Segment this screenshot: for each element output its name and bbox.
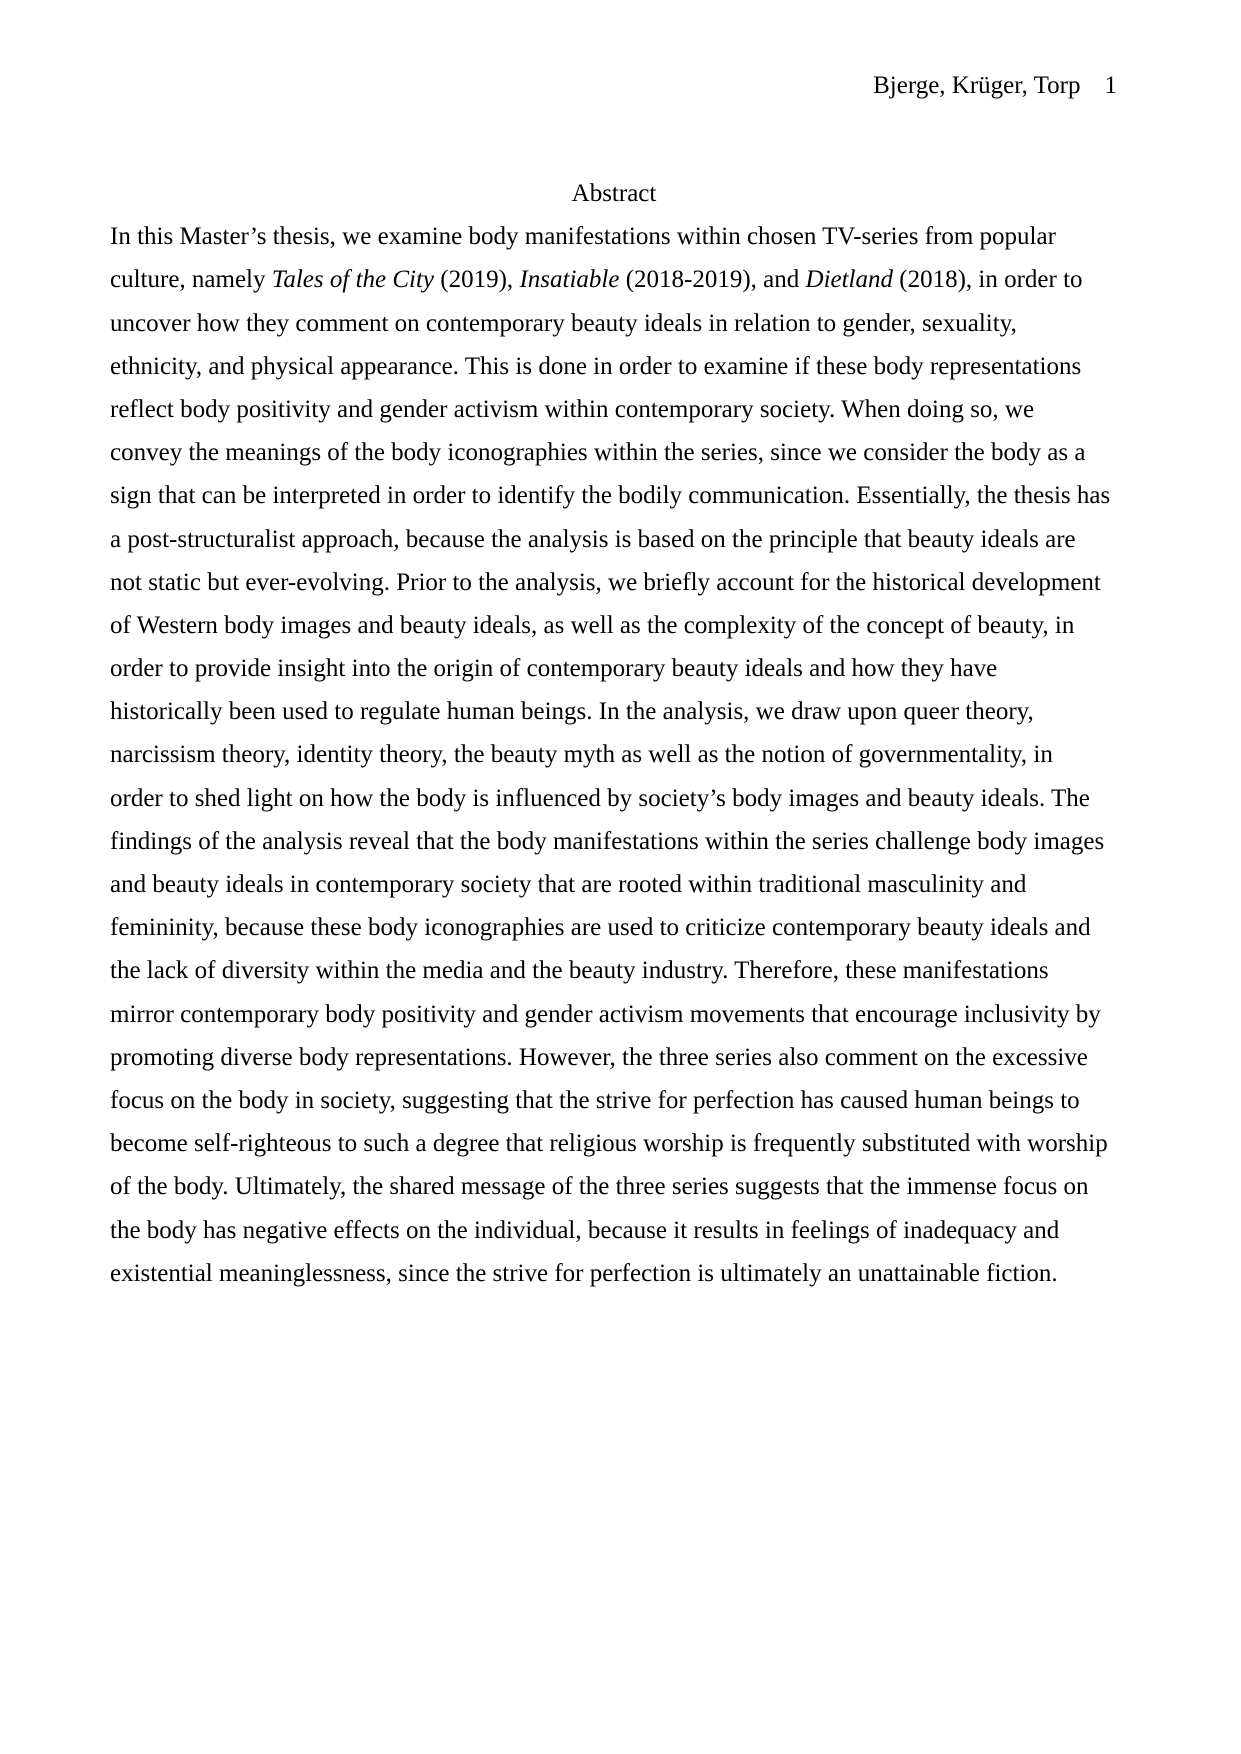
text-line: findings of the analysis reveal that the body manifestations within the series challenge body images	[110, 827, 1105, 855]
text-line: of Western body images and beauty ideals, as well as the complexity of the concept of beauty, in	[110, 611, 1075, 639]
text-line: not static but ever-evolving. Prior to the analysis, we briefly account for the historical development	[110, 568, 1101, 596]
running-header	[873, 71, 1117, 100]
text-line: In this Master’s thesis, we examine body manifestations within chosen TV-series from popular	[110, 223, 1056, 251]
header-authors: Bjerge, Krüger, Torp	[873, 72, 1081, 99]
text-line: reflect body positivity and gender activism within contemporary society. When doing so, we	[110, 395, 1035, 423]
text-line: mirror contemporary body positivity and gender activism movements that encourage inclusivity by	[110, 1000, 1101, 1028]
text-line: convey the meanings of the body iconographies within the series, since we consider the body as a	[110, 439, 1086, 467]
text-line: become self-righteous to such a degree that religious worship is frequently substituted with worship	[110, 1130, 1108, 1158]
text-line: promoting diverse body representations. However, the three series also comment on the excessive	[110, 1043, 1088, 1071]
text-line: the body has negative effects on the individual, because it results in feelings of inadequacy and	[110, 1216, 1060, 1244]
text-line: uncover how they comment on contemporary beauty ideals in relation to gender, sexuality,	[110, 309, 1017, 337]
abstract-title: Abstract	[571, 180, 657, 207]
text-line: narcissism theory, identity theory, the beauty myth as well as the notion of governmentality, in	[110, 741, 1053, 769]
abstract-section	[110, 172, 1118, 1295]
text-line: and beauty ideals in contemporary society that are rooted within traditional masculinity and	[110, 871, 1027, 898]
text-line: the lack of diversity within the media and the beauty industry. Therefore, these manifestations	[110, 957, 1049, 985]
text-line: ethnicity, and physical appearance. This is done in order to examine if these body representations	[110, 352, 1082, 380]
text-line: femininity, because these body iconographies are used to criticize contemporary beauty ideals and	[110, 914, 1091, 942]
text-line: culture, namely Tales of the City (2019), Insatiable (2018-2019), and Dietland (2018), in order to	[110, 266, 1083, 294]
text-line: a post-structuralist approach, because the analysis is based on the principle that beauty ideals are	[110, 525, 1076, 553]
text-line: of the body. Ultimately, the shared message of the three series suggests that the immense focus on	[110, 1173, 1089, 1201]
header-page-number: 1	[1104, 72, 1117, 99]
abstract-paragraph	[110, 215, 1118, 1295]
text-line: existential meaninglessness, since the strive for perfection is ultimately an unattainable fiction.	[110, 1259, 1058, 1287]
text-line: order to shed light on how the body is influenced by society’s body images and beauty ideals. The	[110, 784, 1090, 812]
text-line: historically been used to regulate human beings. In the analysis, we draw upon queer theory,	[110, 698, 1034, 726]
text-line: focus on the body in society, suggesting that the strive for perfection has caused human beings to	[110, 1086, 1080, 1114]
text-line: order to provide insight into the origin of contemporary beauty ideals and how they have	[110, 655, 998, 683]
text-line: sign that can be interpreted in order to identify the bodily communication. Essentially, the thesis has	[110, 482, 1111, 510]
